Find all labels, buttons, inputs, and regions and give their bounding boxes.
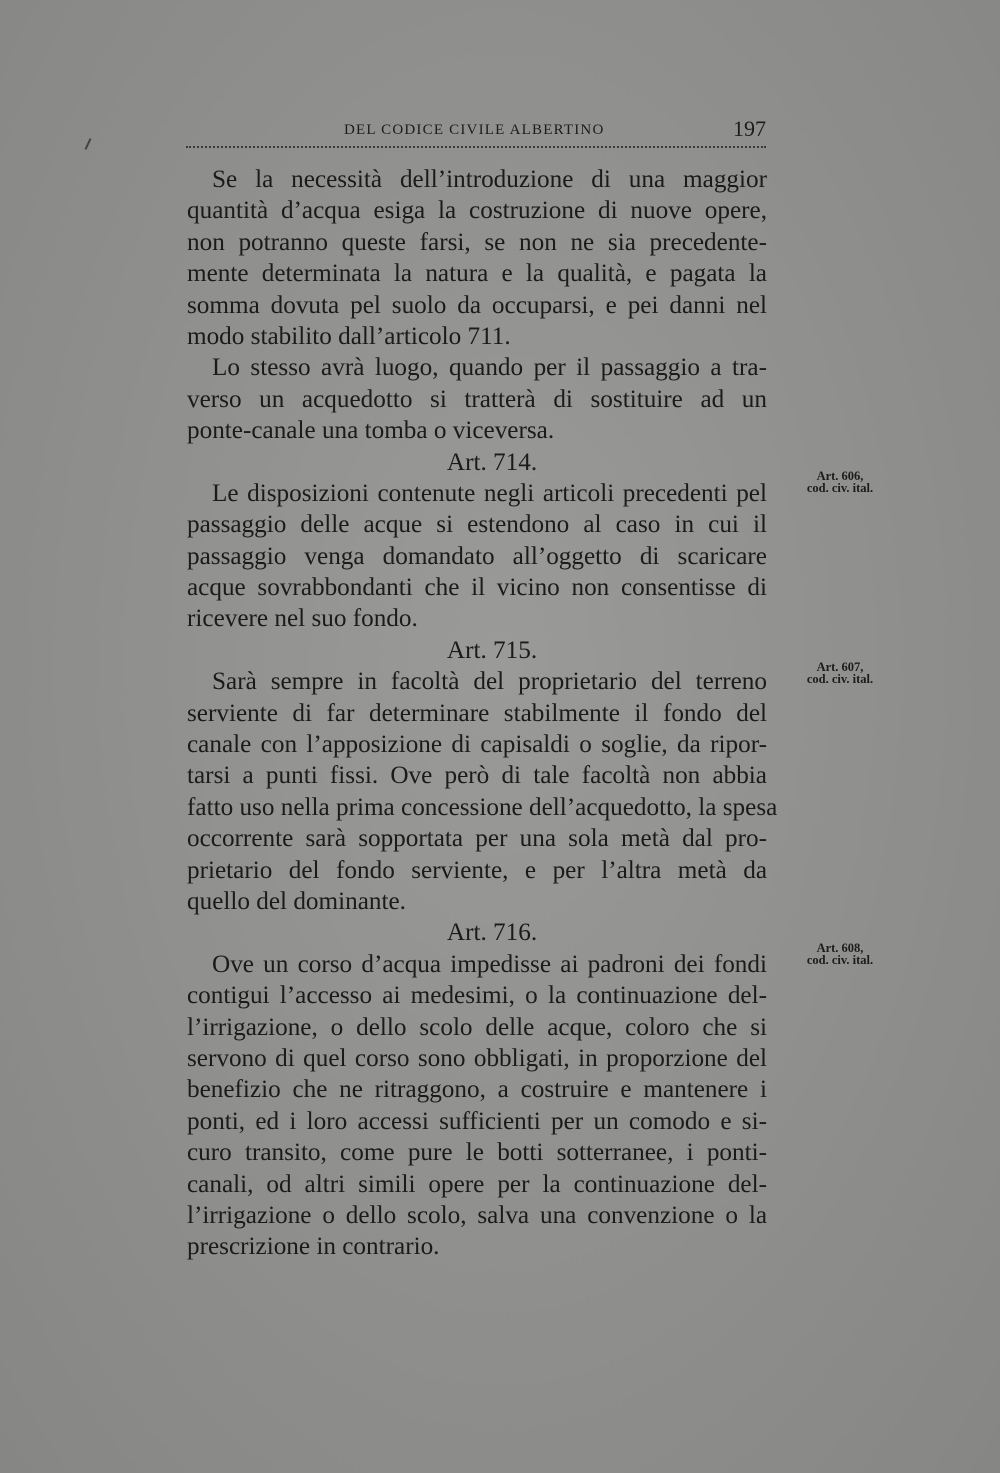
text-line: Sarà sempre in facoltà del proprietario del terreno: [212, 668, 767, 696]
margin-note-line: cod. civ. ital.: [806, 672, 874, 686]
running-title: DEL CODICE CIVILE ALBERTINO: [344, 122, 605, 138]
text-line: Ove un corso d’acqua impedisse ai padroni dei fondi: [212, 950, 767, 978]
text-line: verso un acquedotto si tratterà di sostituire ad un: [187, 385, 767, 413]
margin-note-line: Art. 606,: [816, 469, 864, 483]
text-line: ponti, ed i loro accessi sufficienti per un comodo e si-: [187, 1107, 767, 1135]
text-line: curo transito, come pure le botti sotterranee, i ponti-: [187, 1139, 767, 1167]
article-heading-716: Art. 716.: [446, 919, 538, 947]
text-line: ponte-canale una tomba o viceversa.: [187, 417, 555, 445]
text-line: servono di quel corso sono obbligati, in proporzione del: [187, 1044, 767, 1072]
text-line: acque sovrabbondanti che il vicino non consentisse di: [187, 574, 767, 602]
page-number: 197: [733, 116, 766, 141]
text-line: quantità d’acqua esiga la costruzione di nuove opere,: [187, 197, 767, 225]
text-line: non potranno queste farsi, se non ne sia precedente-: [187, 228, 767, 256]
margin-note-line: Art. 608,: [816, 941, 864, 955]
text-line: passaggio delle acque si estendono al caso in cui il: [187, 511, 767, 539]
text-line: canali, od altri simili opere per la continuazione del-: [187, 1170, 767, 1198]
text-line: somma dovuta pel suolo da occuparsi, e pei danni nel: [187, 291, 767, 319]
margin-note-line: Art. 607,: [816, 660, 864, 674]
text-line: canale con l’apposizione di capisaldi o soglie, da ripor-: [187, 731, 767, 759]
text-line: l’irrigazione o dello scolo, salva una convenzione o la: [187, 1201, 767, 1229]
text-line: fatto uso nella prima concessione dell’acquedotto, la spesa: [187, 793, 778, 821]
body-text: [187, 164, 778, 1263]
margin-note-line: cod. civ. ital.: [806, 481, 874, 495]
article-heading-714: Art. 714.: [446, 448, 538, 476]
text-line: occorrente sarà sopportata per una sola metà dal pro-: [187, 825, 767, 853]
text-line: tarsi a punti fissi. Ove però di tale facoltà non abbia: [187, 762, 767, 790]
margin-note-art-607: [795, 661, 885, 685]
text-line: Le disposizioni contenute negli articoli precedenti pel: [212, 479, 767, 507]
text-line: mente determinata la natura e la qualità, e pagata la: [187, 260, 767, 288]
margin-note-line: cod. civ. ital.: [806, 953, 874, 967]
text-line: modo stabilito dall’articolo 711.: [187, 322, 511, 350]
text-line: ricevere nel suo fondo.: [187, 605, 418, 633]
text-line: Se la necessità dell’introduzione di una maggior: [212, 166, 767, 193]
stray-pen-mark: [85, 138, 92, 150]
text-line: quello del dominante.: [187, 887, 406, 915]
margin-note-art-606: [795, 470, 885, 494]
text-line: Lo stesso avrà luogo, quando per il passaggio a tra-: [212, 354, 767, 382]
text-line: benefizio che ne ritraggono, a costruire e mantenere i: [187, 1076, 767, 1104]
text-line: passaggio venga domandato all’oggetto di scaricare: [187, 542, 767, 570]
margin-note-art-608: [795, 942, 885, 966]
text-line: contigui l’accesso ai medesimi, o la continuazione del-: [187, 982, 767, 1010]
text-line: prescrizione in contrario.: [187, 1233, 440, 1261]
text-line: serviente di far determinare stabilmente il fondo del: [187, 699, 767, 727]
article-heading-715: Art. 715.: [446, 636, 538, 664]
running-header: [186, 116, 766, 148]
text-line: l’irrigazione, o dello scolo delle acque, coloro che si: [187, 1013, 767, 1041]
text-line: prietario del fondo serviente, e per l’altra metà da: [187, 856, 767, 884]
